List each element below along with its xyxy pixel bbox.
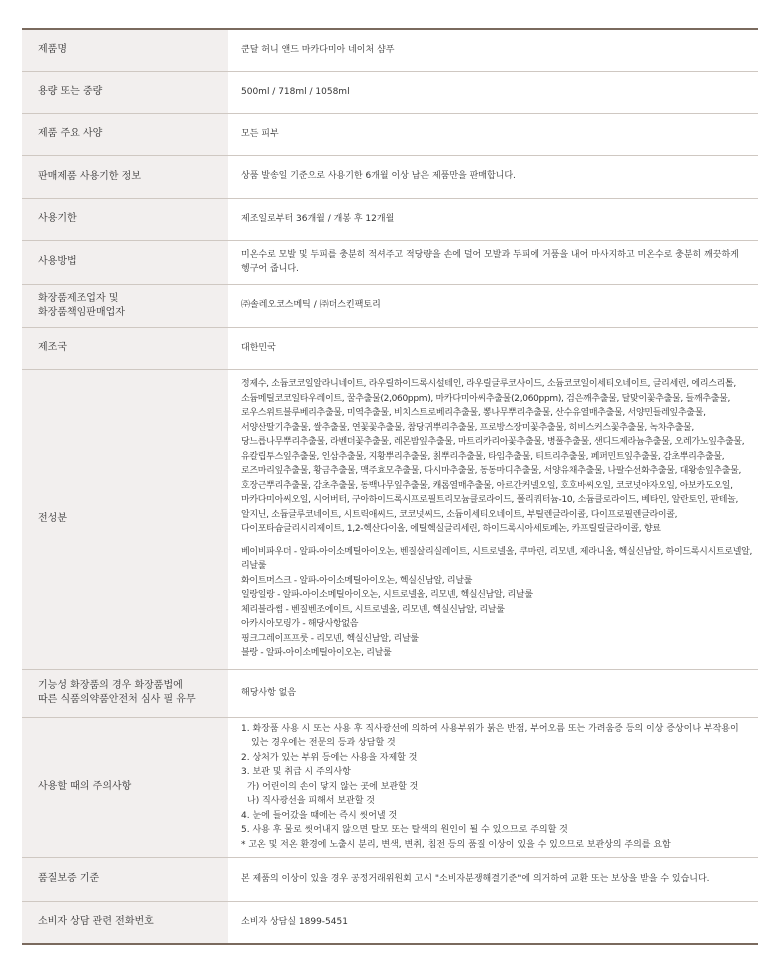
table-row — [22, 857, 758, 901]
cautions-value — [228, 717, 758, 857]
fragrance-line: 핑크그레이프프룻 - 리모넨, 헥실신남알, 리날룰 — [241, 633, 419, 644]
customer-phone-value: 소비자 상담실 1899-5451 — [241, 917, 348, 927]
spacer — [241, 537, 748, 545]
ingredients-line: 알지닌, 소듐글루코네이트, 시트릭애씨드, 코코넛씨드, 소듐이세티오네이트, 부틸렌글라이콜, 다이프로필렌글라이콜, — [241, 509, 678, 520]
row-label: 소비자 상담 관련 전화번호 — [22, 901, 228, 944]
caution-line: 4. 눈에 들어갔을 때에는 즉시 씻어낼 것 — [241, 810, 398, 821]
row-label: 사용기한 — [22, 198, 228, 240]
table-row — [22, 240, 758, 284]
table-row — [22, 901, 758, 944]
ingredients-line: 마카다미아씨오일, 시어버터, 구아하이드록시프로필트리모늄클로라이드, 폴리쿼터늄-10, 소듐클로라이드, 베타인, 알란토인, 판테놀, — [241, 495, 739, 506]
ingredients-line: 로즈마리잎추출물, 황금추출물, 맥주효모추출물, 다시마추출물, 동동마디추출물, 서양유채추출물, 나팔수선화추출물, 대왕송잎추출물, — [241, 466, 742, 477]
caution-line: 1. 화장품 사용 시 또는 사용 후 직사광선에 의하여 사용부위가 붉은 반점, 부어오름 또는 가려움증 등의 이상 증상이나 부작용이 — [241, 723, 739, 734]
row-label: 용량 또는 중량 — [22, 71, 228, 113]
expiry-info-value: 상품 발송일 기준으로 사용기한 6개월 이상 남은 제품만을 판매합니다. — [228, 155, 758, 198]
row-label: 사용할 때의 주의사항 — [22, 717, 228, 857]
row-label: 사용방법 — [22, 240, 228, 284]
caution-line: 있는 경우에는 전문의 등과 상담할 것 — [251, 738, 396, 749]
caution-line: 2. 상처가 있는 부위 등에는 사용을 자제할 것 — [241, 752, 418, 763]
ingredients-value — [228, 369, 758, 669]
caution-line: * 고온 및 저온 환경에 노출시 분리, 변색, 변취, 침전 등의 품질 이상이 있을 수 있으므로 보관상의 주의를 요함 — [241, 839, 671, 850]
caution-line: 3. 보관 및 취급 시 주의사항 — [241, 767, 351, 778]
fragrance-line: 블랑 - 알파-아이소메틸아이오논, 리날룰 — [241, 648, 392, 659]
ingredients-line: 정제수, 소듐코코일알라니네이트, 라우릴하이드록시설테인, 라우릴글루코사이드, 소듐코코일이세티오네이트, 글리세린, 에리스리톨, — [241, 379, 736, 390]
ingredients-line: 호장근뿌리추출물, 감초추출물, 동백나무잎추출물, 캐롭열매추출물, 아르간커넬오일, 호호바씨오일, 코코넛야자오일, 아보카도오일, — [241, 480, 733, 491]
table-row — [22, 327, 758, 369]
usage-value: 미온수로 모발 및 두피를 충분히 적셔주고 적당량을 손에 덜어 모발과 두피에 거품을 내어 마사지하고 미온수로 충분히 깨끗하게 헹구어 줍니다. — [228, 240, 758, 284]
row-label: 제품명 — [22, 29, 228, 71]
row-label: 제조국 — [22, 327, 228, 369]
fragrance-line: 리날룰 — [241, 561, 267, 572]
fragrance-line: 일랑일랑 - 알파-아이소메틸아이오논, 시트로넬올, 리모넨, 헥실신남알, 리날룰 — [241, 590, 533, 601]
shelf-life-value: 제조일로부터 36개월 / 개봉 후 12개월 — [228, 198, 758, 240]
quality-guarantee-value: 본 제품의 이상이 있을 경우 공정거래위원회 고시 "소비자분쟁해결기준"에 의거하여 교환 또는 보상을 받을 수 있습니다. — [228, 857, 758, 901]
spec-value: 모든 피부 — [228, 113, 758, 155]
table-row — [22, 71, 758, 113]
table-row — [22, 369, 758, 669]
row-label-line: 화장품책임판매업자 — [38, 306, 125, 318]
functional-cosmetic-value: 해당사항 없음 — [228, 669, 758, 717]
ingredients-line: 다이포타슘글리시리제이트, 1,2-헥산다이올, 에틸헥실글리세린, 하이드록시아세토페논, 카프릴릴글라이콜, 향료 — [241, 524, 661, 535]
fragrance-line: 베이비파우더 - 알파-아이소메틸아이오논, 벤질살리실레이트, 시트로넬올, 쿠마린, 리모넨, 제라니올, 헥실신남알, 하이드록시시트로넬알, — [241, 546, 753, 557]
row-label — [22, 284, 228, 327]
fragrance-line: 체리블라썸 - 벤질벤조에이트, 시트로넬올, 리모넨, 헥실신남알, 리날룰 — [241, 604, 505, 615]
ingredients-line: 소듐메틸코코일타우레이트, 꿀추출물(2,060ppm), 마카다미아씨추출물(2,060ppm), 검은깨추출물, 달맞이꽃추출물, 들깨추출물, — [241, 393, 731, 404]
row-label: 판매제품 사용기한 정보 — [22, 155, 228, 198]
row-label-line: 따른 식품의약품안전처 심사 필 유무 — [38, 694, 196, 705]
caution-line: 나) 직사광선을 피해서 보관할 것 — [247, 796, 375, 807]
table-row — [22, 29, 758, 71]
fragrance-line: 화이트머스크 - 알파-아이소메틸아이오논, 헥실신남알, 리날룰 — [241, 575, 473, 586]
manufacturer-value: ㈜솔레오코스메틱 / ㈜더스킨팩토리 — [228, 284, 758, 327]
product-info-table — [22, 28, 758, 945]
caution-line: 5. 사용 후 물로 씻어내지 않으면 탈모 또는 탈색의 원인이 될 수 있으므로 주의할 것 — [241, 825, 568, 836]
ingredients-line: 유칼립투스잎추출물, 인삼추출물, 지황뿌리추출물, 칡뿌리추출물, 타임추출물, 티트리추출물, 페퍼민트잎추출물, 감초뿌리추출물, — [241, 451, 725, 462]
table-row — [22, 113, 758, 155]
country-value: 대한민국 — [228, 327, 758, 369]
fragrance-line: 아카시아모링가 - 해당사항없음 — [241, 619, 359, 630]
table-row — [22, 717, 758, 857]
ingredients-line: 로우스위트블루베리추출물, 미역추출물, 비치스트로베리추출물, 뽕나무뿌리추출물, 산수유열매추출물, 서양민들레잎추출물, — [241, 408, 706, 419]
ingredients-line: 당느릅나무뿌리추출물, 라벤더꽃추출물, 레몬밤잎추출물, 마트리카리아꽃추출물, 병풀추출물, 샌디드제라늄추출물, 오레가노잎추출물, — [241, 437, 745, 448]
row-label: 전성분 — [22, 369, 228, 669]
product-name-value: 쿤달 허니 앤드 마카다미아 네이처 샴푸 — [228, 29, 758, 71]
row-label: 제품 주요 사양 — [22, 113, 228, 155]
table-row — [22, 155, 758, 198]
table-row — [22, 284, 758, 327]
table-row — [22, 669, 758, 717]
ingredients-line: 서양산딸기추출물, 쌀추출물, 연꽃꽃추출물, 참당귀뿌리추출물, 프로방스장미꽃추출물, 히비스커스꽃추출물, 녹차추출물, — [241, 422, 694, 433]
row-label-line: 기능성 화장품의 경우 화장품법에 — [38, 680, 183, 691]
row-label-line: 화장품제조업자 및 — [38, 292, 119, 304]
caution-line: 가) 어린이의 손이 닿지 않는 곳에 보관할 것 — [247, 781, 419, 792]
row-label: 품질보증 기준 — [22, 857, 228, 901]
table-row — [22, 198, 758, 240]
product-info-table-wrapper — [22, 28, 758, 945]
row-label — [22, 669, 228, 717]
volume-value: 500ml / 718ml / 1058ml — [228, 71, 758, 113]
